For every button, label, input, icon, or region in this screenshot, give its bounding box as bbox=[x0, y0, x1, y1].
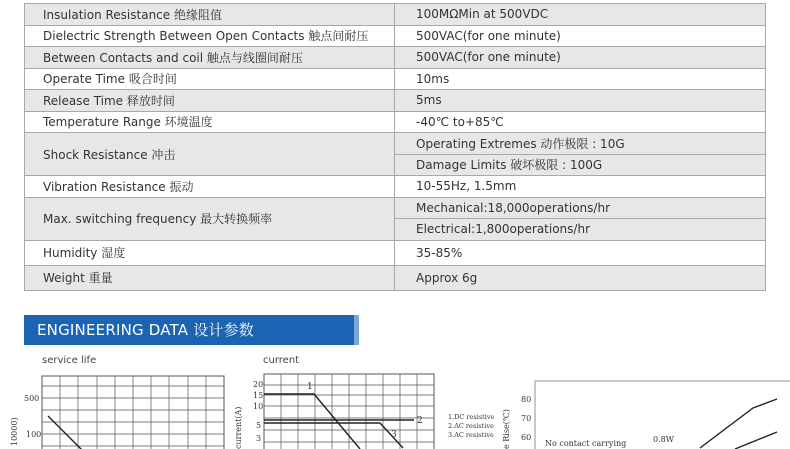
spec-label: Operate Time 吸合时间 bbox=[25, 68, 395, 90]
curve-label-3: 3 bbox=[391, 430, 397, 440]
curve-label-1: 1 bbox=[307, 382, 313, 392]
legend-item: 1.DC resistive bbox=[448, 413, 495, 421]
temperature-chart bbox=[495, 375, 790, 449]
curve-label-2: 2 bbox=[417, 416, 423, 426]
spec-label: Vibration Resistance 振动 bbox=[25, 176, 395, 198]
service-life-ylabel: 10000) bbox=[10, 417, 19, 446]
table-row bbox=[25, 4, 766, 26]
current-curve-3 bbox=[264, 423, 403, 448]
table-row bbox=[25, 265, 766, 290]
spec-label: Humidity 湿度 bbox=[25, 240, 395, 265]
ytick-3: 3 bbox=[256, 434, 262, 443]
ytick-20: 20 bbox=[253, 380, 264, 389]
ytick-10: 10 bbox=[253, 402, 264, 411]
spec-value: -40℃ to+85℃ bbox=[395, 111, 766, 133]
current-curve-1 bbox=[264, 394, 360, 449]
current-ylabel: current(A) bbox=[234, 406, 243, 449]
spec-value: Damage Limits 破坏极限 : 100G bbox=[395, 154, 766, 176]
spec-value: 500VAC(for one minute) bbox=[395, 25, 766, 47]
current-caption: current bbox=[263, 355, 300, 366]
spec-value: Operating Extremes 动作极限 : 10G bbox=[395, 133, 766, 155]
table-row bbox=[25, 111, 766, 133]
spec-value: 10-55Hz, 1.5mm bbox=[395, 176, 766, 198]
spec-label: Max. switching frequency 最大转换频率 bbox=[25, 197, 395, 240]
spec-value: 10ms bbox=[395, 68, 766, 90]
ytick-70: 70 bbox=[521, 414, 532, 423]
temperature-curve-2 bbox=[735, 432, 777, 449]
spec-value: 35-85% bbox=[395, 240, 766, 265]
legend-item: 2.AC resistive bbox=[448, 422, 494, 430]
table-row bbox=[25, 176, 766, 198]
spec-label: Release Time 释放时间 bbox=[25, 90, 395, 112]
annotation: No contact carrying bbox=[545, 439, 627, 448]
ytick-500: 500 bbox=[24, 394, 40, 403]
table-row bbox=[25, 90, 766, 112]
section-title: ENGINEERING DATA 设计参数 bbox=[37, 321, 254, 339]
table-row bbox=[25, 197, 766, 219]
spec-value: 5ms bbox=[395, 90, 766, 112]
service-life-caption: service life bbox=[42, 355, 97, 366]
ytick-80: 80 bbox=[521, 395, 532, 404]
table-row bbox=[25, 47, 766, 69]
current-grid bbox=[264, 374, 434, 449]
table-row bbox=[25, 240, 766, 265]
spec-label: Between Contacts and coil 触点与线圈间耐压 bbox=[25, 47, 395, 69]
table-row bbox=[25, 25, 766, 47]
table-row bbox=[25, 133, 766, 155]
legend-item: 3.AC resistive bbox=[448, 431, 494, 439]
series-label: 0.8W bbox=[653, 435, 674, 444]
spec-label: Temperature Range 环境温度 bbox=[25, 111, 395, 133]
current-chart bbox=[228, 370, 498, 449]
spec-label: Dielectric Strength Between Open Contacts 触点间耐压 bbox=[25, 25, 395, 47]
spec-value: Approx 6g bbox=[395, 265, 766, 290]
service-life-chart bbox=[0, 368, 230, 449]
service-life-curve bbox=[48, 416, 90, 449]
ytick-60: 60 bbox=[521, 433, 532, 442]
section-header bbox=[24, 315, 354, 345]
table-row bbox=[25, 68, 766, 90]
ytick-5: 5 bbox=[256, 421, 262, 430]
spec-value: 100MΩMin at 500VDC bbox=[395, 4, 766, 26]
ytick-15: 15 bbox=[253, 391, 264, 400]
spec-value: Mechanical:18,000operations/hr bbox=[395, 197, 766, 219]
temperature-curve-1 bbox=[700, 399, 777, 448]
temperature-ylabel: e Rise(℃) bbox=[502, 409, 511, 449]
spec-label: Insulation Resistance 绝缘阻值 bbox=[25, 4, 395, 26]
spec-label: Shock Resistance 冲击 bbox=[25, 133, 395, 176]
spec-label: Weight 重量 bbox=[25, 265, 395, 290]
header-accent bbox=[354, 315, 359, 345]
ytick-100: 100 bbox=[26, 430, 42, 439]
spec-value: Electrical:1,800operations/hr bbox=[395, 219, 766, 241]
specifications-table bbox=[24, 3, 766, 291]
spec-value: 500VAC(for one minute) bbox=[395, 47, 766, 69]
